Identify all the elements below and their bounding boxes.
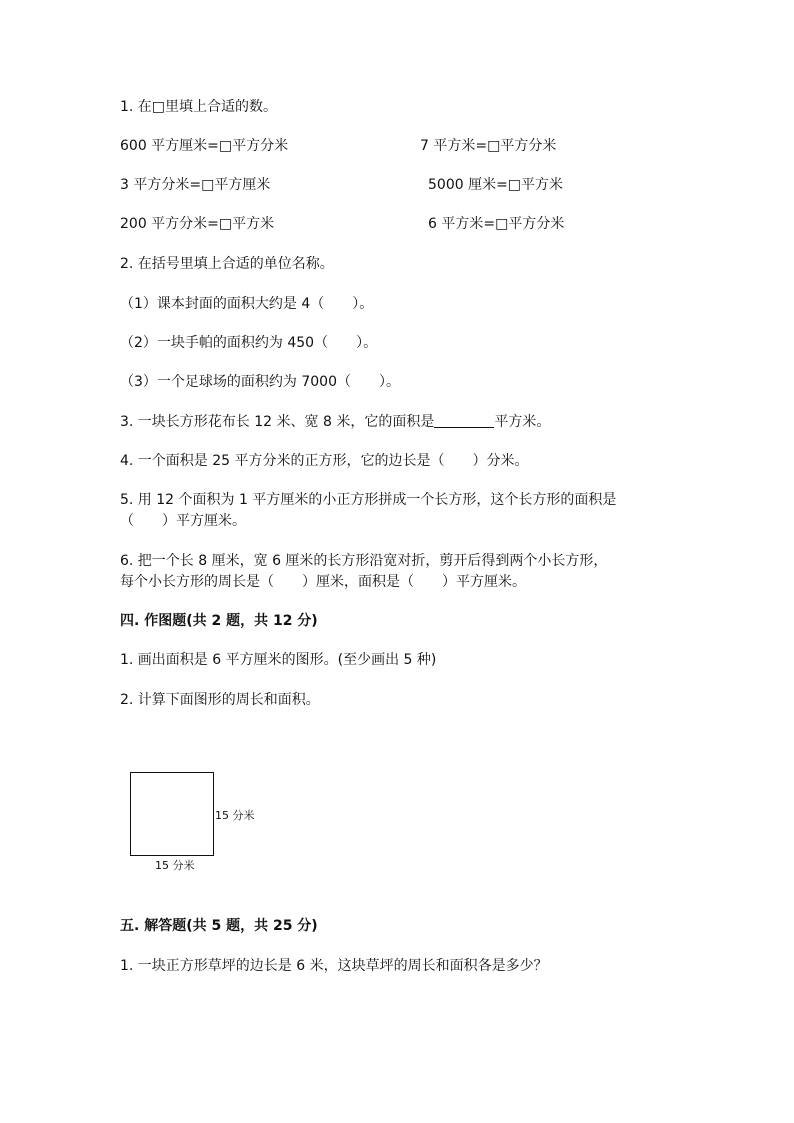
- q1-title: 1. 在□里填上合适的数。: [120, 99, 278, 115]
- q1-row3-right: 6 平方米=□平方分米: [428, 216, 565, 232]
- q2-item-1: （1）课本封面的面积大约是 4（ ）。: [120, 296, 374, 312]
- section4-item1: 1. 画出面积是 6 平方厘米的图形。(至少画出 5 种): [120, 652, 437, 668]
- q2-item-2: （2）一块手帕的面积约为 450（ ）。: [120, 335, 378, 351]
- section5-item1: 1. 一块正方形草坪的边长是 6 米，这块草坪的周长和面积各是多少？: [120, 958, 548, 974]
- square-side-label: 15 分米: [215, 809, 255, 822]
- q3-text-before: 3. 一块长方形花布长 12 米、宽 8 米，它的面积是: [120, 414, 435, 430]
- square-figure: [130, 772, 214, 856]
- section5-heading: 五. 解答题(共 5 题，共 25 分): [120, 918, 318, 934]
- q1-row1-left: 600 平方厘米=□平方分米: [120, 138, 289, 154]
- q1-row3-left: 200 平方分米=□平方米: [120, 216, 275, 232]
- q1-row1-right: 7 平方米=□平方分米: [420, 138, 557, 154]
- section4-item2: 2. 计算下面图形的周长和面积。: [120, 692, 320, 708]
- q1-row2-right: 5000 厘米=□平方米: [428, 177, 564, 193]
- q6-line1: 6. 把一个长 8 厘米，宽 6 厘米的长方形沿宽对折，剪开后得到两个小长方形，: [120, 553, 608, 569]
- q3: [120, 412, 550, 432]
- q2-item-3: （3）一个足球场的面积约为 7000（ ）。: [120, 374, 400, 390]
- q2-title: 2. 在括号里填上合适的单位名称。: [120, 256, 334, 272]
- q1-row2-left: 3 平方分米=□平方厘米: [120, 177, 271, 193]
- q6-line2: 每个小长方形的周长是（ ）厘米，面积是（ ）平方厘米。: [120, 574, 526, 590]
- q5-line1: 5. 用 12 个面积为 1 平方厘米的小正方形拼成一个长方形，这个长方形的面积是: [120, 492, 617, 508]
- q5-line2: （ ）平方厘米。: [120, 513, 246, 529]
- answer-blank: [434, 413, 494, 428]
- q3-text-after: 平方米。: [494, 414, 551, 430]
- square-bottom-label: 15 分米: [155, 859, 195, 872]
- q4: 4. 一个面积是 25 平方分米的正方形，它的边长是（ ）分米。: [120, 453, 529, 469]
- section4-heading: 四. 作图题(共 2 题，共 12 分): [120, 613, 318, 629]
